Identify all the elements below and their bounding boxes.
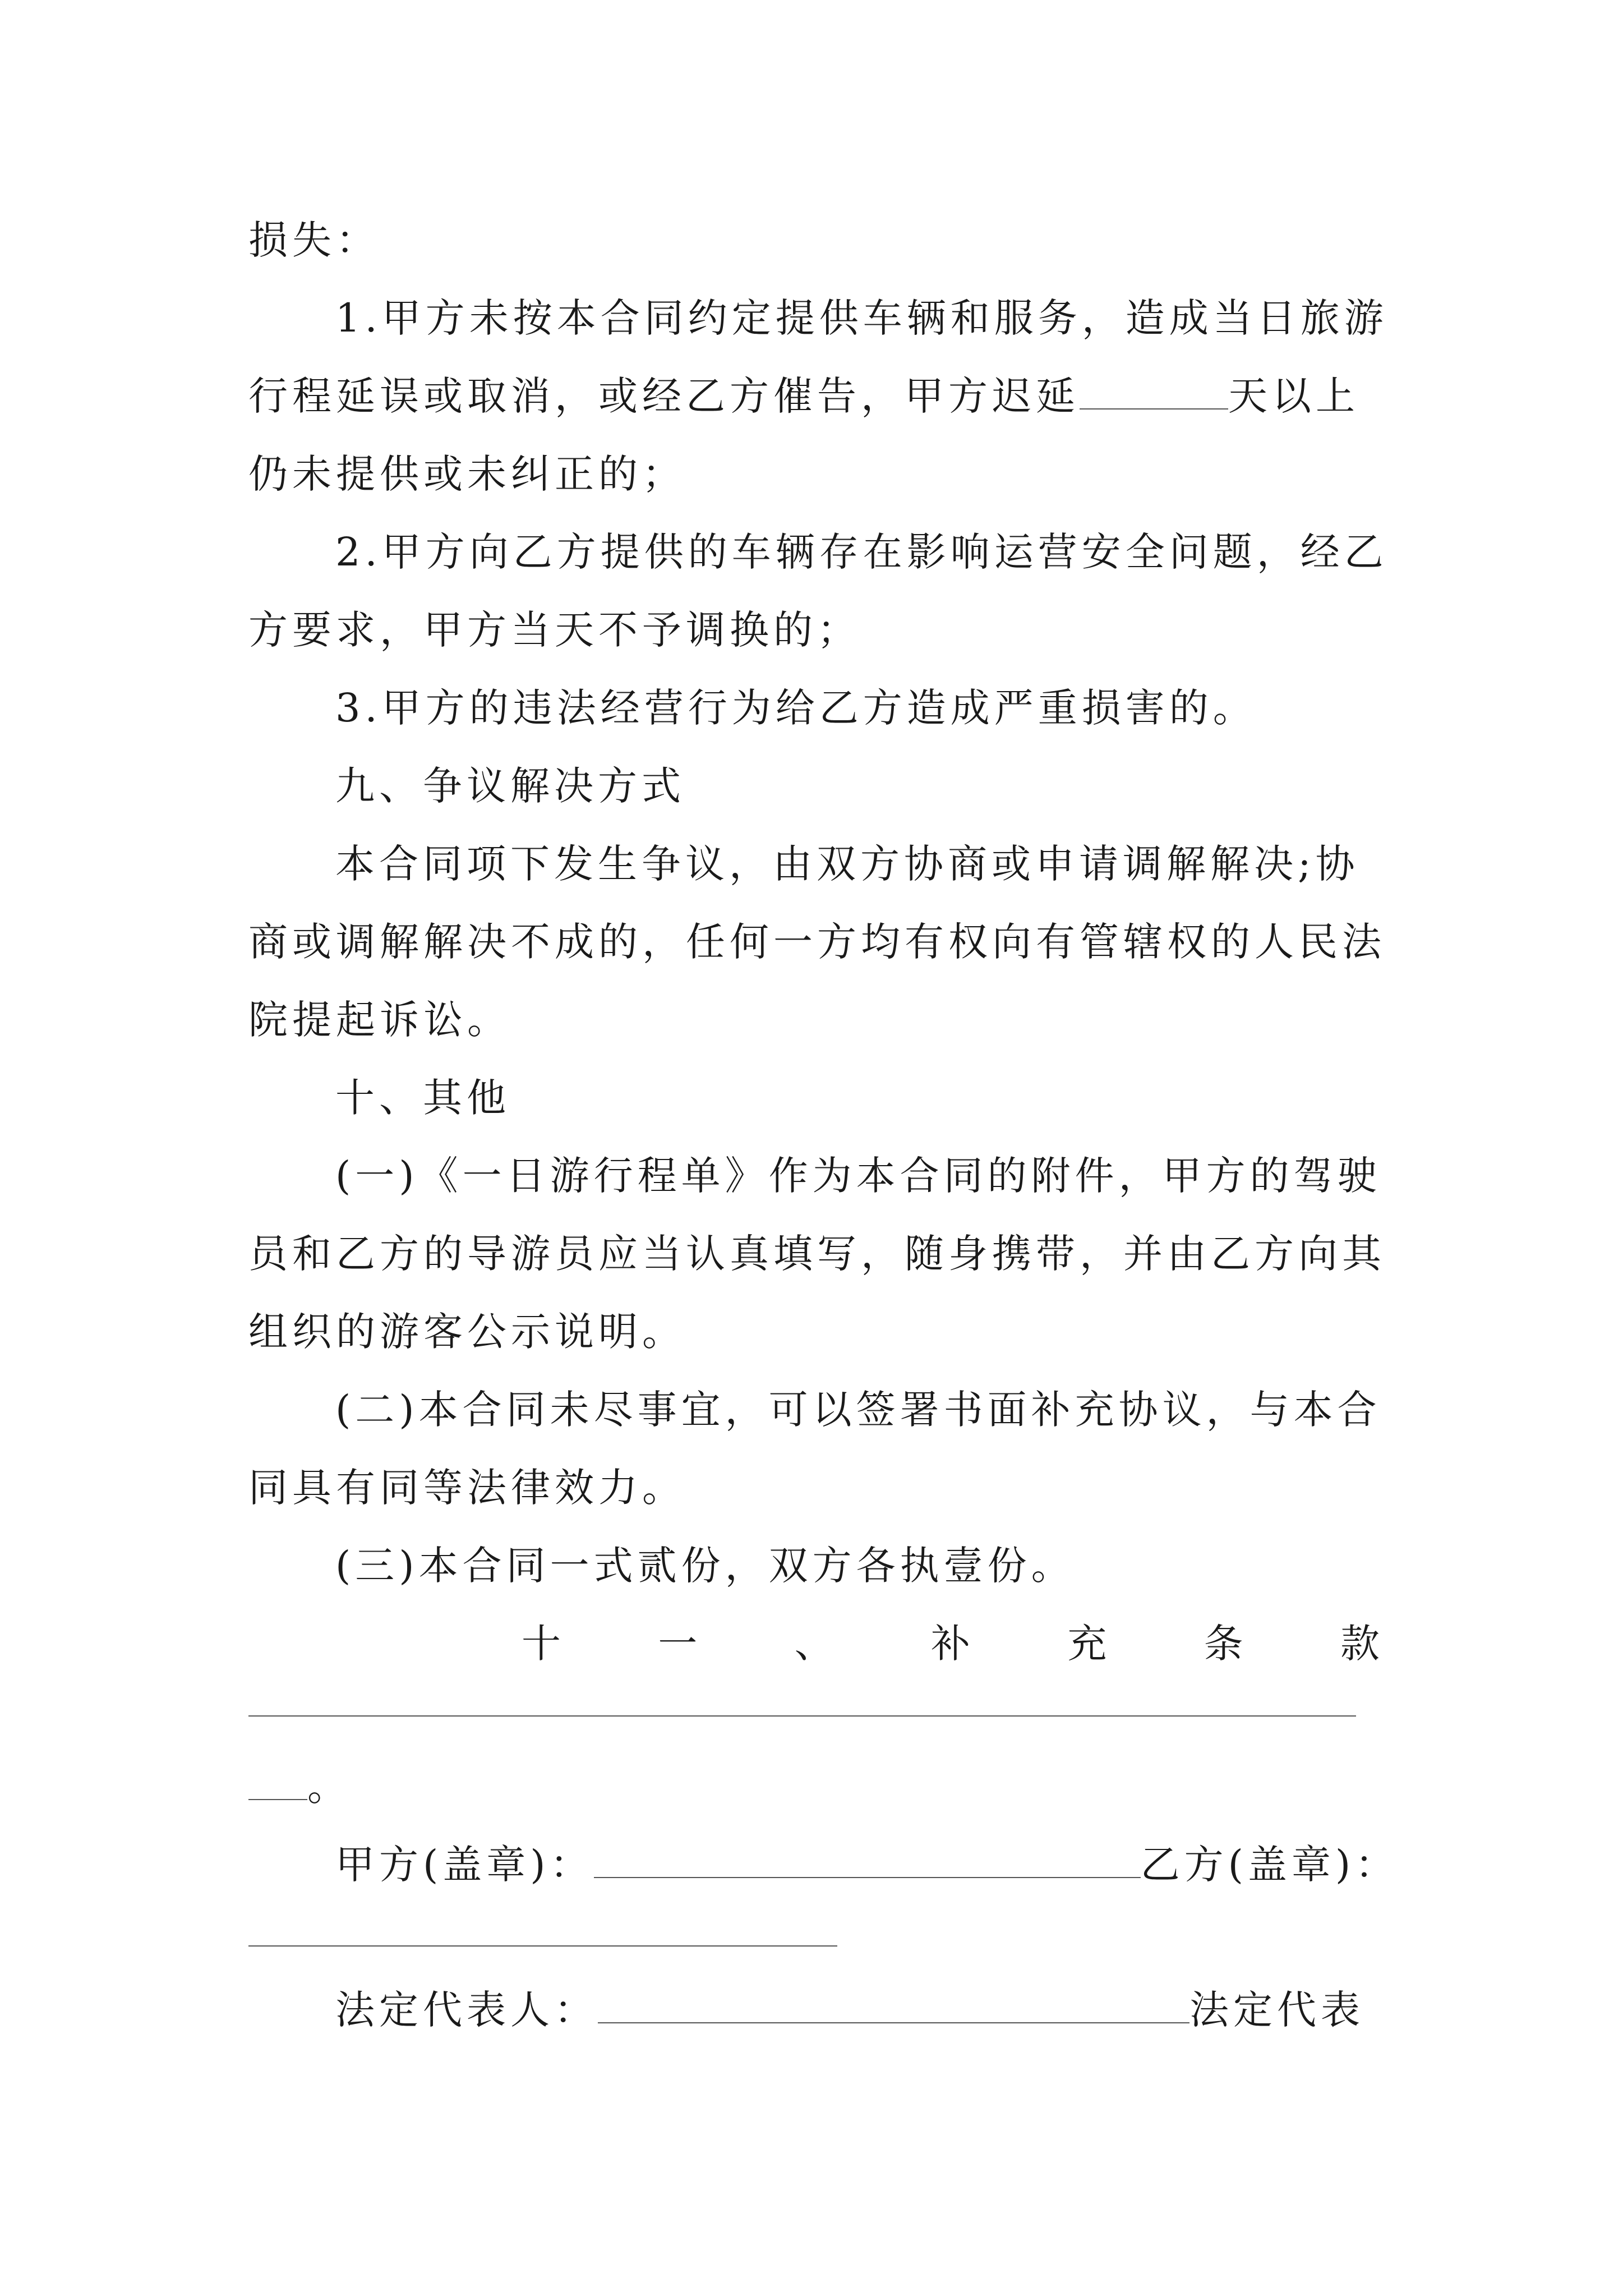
heading-char: 条: [1204, 1621, 1243, 1667]
text-line: 2.甲方向乙方提供的车辆存在影响运营安全问题，经乙: [335, 529, 1388, 575]
text-line: 损失：: [248, 217, 380, 263]
text-segment: 天以上: [1228, 373, 1359, 419]
heading-char: 十: [522, 1621, 561, 1667]
legal-rep-label: 法定代表人：: [335, 1987, 598, 2033]
text-line: 方要求，甲方当天不予调换的；: [248, 607, 861, 653]
party-b-seal-blank-line: [248, 1945, 837, 1947]
text-line: 商或调解解决不成的，任何一方均有权向有管辖权的人民法: [248, 919, 1386, 965]
text-line: [248, 1761, 351, 1812]
text-line: 3.甲方的违法经营行为给乙方造成严重损害的。: [335, 685, 1257, 731]
legal-rep-b-label: 法定代表: [1189, 1987, 1364, 2033]
text-segment: 。: [307, 1764, 351, 1810]
supplement-blank-end: [248, 1764, 307, 1800]
heading-char: 款: [1340, 1621, 1380, 1667]
text-line: [248, 371, 1359, 421]
supplement-blank-line: [248, 1715, 1356, 1717]
text-line: 同具有同等法律效力。: [248, 1465, 686, 1511]
text-line: 1.甲方未按本合同约定提供车辆和服务，造成当日旅游: [335, 295, 1388, 341]
text-line: 院提起诉讼。: [248, 997, 511, 1043]
legal-rep-blank: [598, 1987, 1189, 2023]
days-blank: [1080, 374, 1228, 409]
heading-char: 、: [794, 1621, 834, 1667]
seal-line: [335, 1839, 1399, 1890]
heading-char: 一: [658, 1621, 698, 1667]
section-heading: 九、争议解决方式: [335, 763, 685, 809]
heading-char: 充: [1067, 1621, 1107, 1667]
section-heading: 十、其他: [335, 1075, 510, 1121]
text-line: 仍未提供或未纠正的；: [248, 451, 686, 497]
party-a-seal-label: 甲方(盖章)：: [335, 1842, 594, 1888]
text-line: (二)本合同未尽事宜，可以签署书面补充协议，与本合: [335, 1387, 1381, 1433]
text-line: 本合同项下发生争议，由双方协商或申请调解解决;协: [335, 841, 1359, 887]
party-a-seal-blank: [594, 1842, 1141, 1878]
text-line: 组织的游客公示说明。: [248, 1309, 686, 1355]
text-line: (一)《一日游行程单》作为本合同的附件，甲方的驾驶: [335, 1153, 1381, 1199]
legal-rep-line: [335, 1985, 1364, 2035]
text-line: 员和乙方的导游员应当认真填写，随身携带，并由乙方向其: [248, 1231, 1386, 1277]
party-b-seal-label: 乙方(盖章)：: [1140, 1842, 1399, 1888]
supplement-heading: [522, 1618, 1380, 1669]
text-segment: 行程延误或取消，或经乙方催告，甲方迟延: [248, 373, 1080, 419]
heading-char: 补: [930, 1621, 970, 1667]
text-line: (三)本合同一式贰份，双方各执壹份。: [335, 1543, 1075, 1589]
